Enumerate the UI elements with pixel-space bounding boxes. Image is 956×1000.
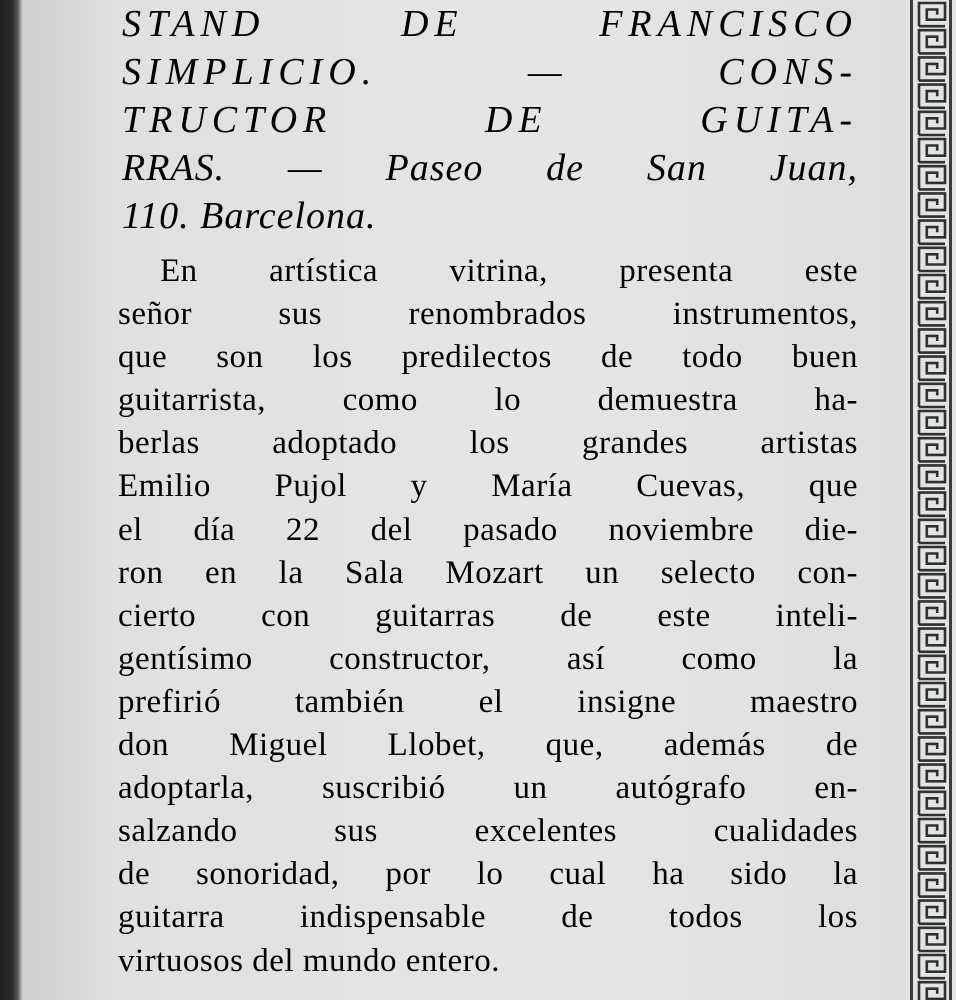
greek-key-segment — [919, 629, 945, 652]
greek-key-segment — [919, 493, 945, 516]
heading-line: STAND DE FRANCISCO — [122, 3, 858, 45]
greek-key-icon — [906, 0, 956, 1000]
greek-key-segment — [919, 3, 945, 26]
greek-key-segment — [919, 221, 945, 244]
body-line: prefirió también el insigne maestro — [118, 683, 858, 720]
greek-key-segment — [919, 901, 945, 924]
heading-line: 110. Barcelona. — [122, 195, 377, 237]
body-line: ron en la Sala Mozart un selecto con- — [118, 554, 858, 591]
greek-key-border — [906, 0, 956, 1000]
greek-key-segment — [919, 275, 945, 298]
article-body — [118, 250, 858, 983]
greek-key-segment — [919, 982, 945, 1000]
body-line: berlas adoptado los grandes artistas — [118, 425, 858, 462]
greek-key-segment — [919, 873, 945, 896]
greek-key-segment — [919, 329, 945, 352]
greek-key-segment — [919, 302, 945, 325]
body-line: cierto con guitarras de este inteli- — [118, 597, 858, 634]
greek-key-segment — [919, 683, 945, 706]
greek-key-segment — [919, 928, 945, 951]
body-line: salzando sus excelentes cualidades — [118, 813, 858, 850]
greek-key-segment — [919, 411, 945, 434]
body-line: señor sus renombrados instrumentos, — [118, 296, 858, 333]
greek-key-segment — [919, 438, 945, 461]
greek-key-segment — [919, 520, 945, 543]
heading-line: TRUCTOR DE GUITA- — [122, 99, 858, 141]
stand-heading — [122, 0, 858, 240]
body-line: guitarra indispensable de todos los — [118, 899, 858, 936]
body-line: virtuosos del mundo entero. — [118, 942, 500, 979]
greek-key-segment — [919, 710, 945, 733]
body-line: guitarrista, como lo demuestra ha- — [118, 382, 858, 419]
heading-line: RRAS. — Paseo de San Juan, — [122, 147, 858, 189]
greek-key-segment — [919, 57, 945, 80]
greek-key-segment — [919, 357, 945, 380]
greek-key-segment — [919, 547, 945, 570]
greek-key-segment — [919, 384, 945, 407]
greek-key-segment — [919, 166, 945, 189]
greek-key-segment — [919, 248, 945, 271]
greek-key-segment — [919, 85, 945, 108]
greek-key-segment — [919, 30, 945, 53]
body-line: que son los predilectos de todo buen — [118, 339, 858, 376]
greek-key-segment — [919, 792, 945, 815]
greek-key-segment — [919, 574, 945, 597]
body-line: En artística vitrina, presenta este — [160, 253, 858, 289]
greek-key-segment — [919, 819, 945, 842]
greek-key-segment — [919, 846, 945, 869]
body-line: don Miguel Llobet, que, además de — [118, 727, 858, 764]
greek-key-segment — [919, 112, 945, 135]
greek-key-segment — [919, 765, 945, 788]
left-column-rule — [0, 0, 22, 1000]
body-line: el día 22 del pasado noviembre die- — [118, 511, 858, 548]
body-line: adoptarla, suscribió un autógrafo en- — [118, 770, 858, 807]
body-line: gentísimo constructor, así como la — [118, 640, 858, 677]
greek-key-segment — [919, 601, 945, 624]
greek-key-segment — [919, 656, 945, 679]
greek-key-segment — [919, 139, 945, 162]
body-line: Emilio Pujol y María Cuevas, que — [118, 468, 858, 505]
greek-key-segment — [919, 737, 945, 760]
greek-key-segment — [919, 465, 945, 488]
greek-key-segment — [919, 193, 945, 216]
heading-line: SIMPLICIO. — CONS- — [122, 51, 858, 93]
body-line: de sonoridad, por lo cual ha sido la — [118, 856, 858, 893]
greek-key-segment — [919, 955, 945, 978]
